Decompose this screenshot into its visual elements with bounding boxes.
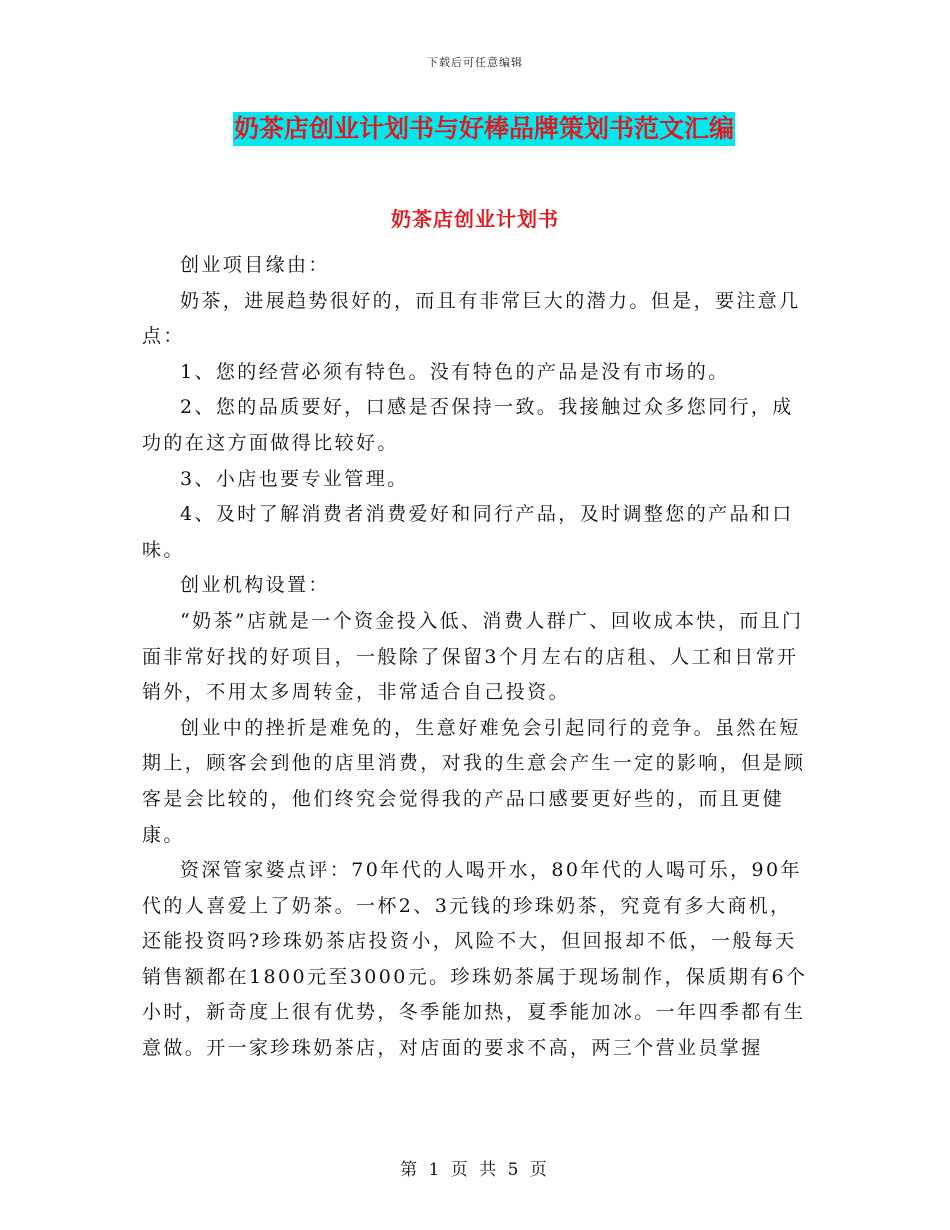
paragraph: 2、您的品质要好，口感是否保持一致。我接触过众多您同行，成功的在这方面做得比较好。	[142, 396, 794, 454]
paragraph: 1、您的经营必须有特色。没有特色的产品是没有市场的。	[180, 360, 730, 383]
paragraph: 3、小店也要专业管理。	[180, 467, 409, 490]
paragraph: 资深管家婆点评：70年代的人喝开水，80年代的人喝可乐，90年代的人喜爱上了奶茶。一杯2、3元钱的珍珠奶茶，究竟有多大商机，还能投资吗?珍珠奶茶店投资小，风险不大，但回报却不低，一般每天销售额都在1800元至3000元。珍珠奶茶属于现场制作，保质期有6个小时，新奇度上很有优势，冬季能加热，夏季能加冰。一年四季都有生意做。开一家珍珠奶茶店，对店面的要求不高，两三个营业员掌握	[142, 859, 808, 1060]
paragraph: “奶茶”店就是一个资金投入低、消费人群广、回收成本快，而且门面非常好找的好项目，一般除了保留3个月左右的店租、人工和日常开销外，不用太多周转金，非常适合自己投资。	[142, 609, 804, 704]
paragraph: 创业机构设置：	[180, 574, 330, 597]
paragraph: 奶茶，进展趋势很好的，而且有非常巨大的潜力。但是，要注意几点：	[142, 289, 801, 348]
document-title: 奶茶店创业计划书与好棒品牌策划书范文汇编	[233, 112, 735, 146]
paragraph: 4、及时了解消费者消费爱好和同行产品，及时调整您的产品和口味。	[142, 503, 794, 561]
paragraph: 创业中的挫折是难免的，生意好难免会引起同行的竞争。虽然在短期上，顾客会到他的店里消费，对我的生意会产生一定的影响，但是顾客是会比较的，他们终究会觉得我的产品口感要更好些的，而且更健康。	[142, 716, 806, 846]
document-body	[142, 248, 810, 1067]
paragraph: 创业项目缘由：	[180, 254, 330, 276]
page-number-footer: 第 1 页 共 5 页	[400, 1160, 550, 1180]
section-title: 奶茶店创业计划书	[391, 207, 559, 231]
header-note: 下载后可任意编辑	[427, 56, 523, 69]
